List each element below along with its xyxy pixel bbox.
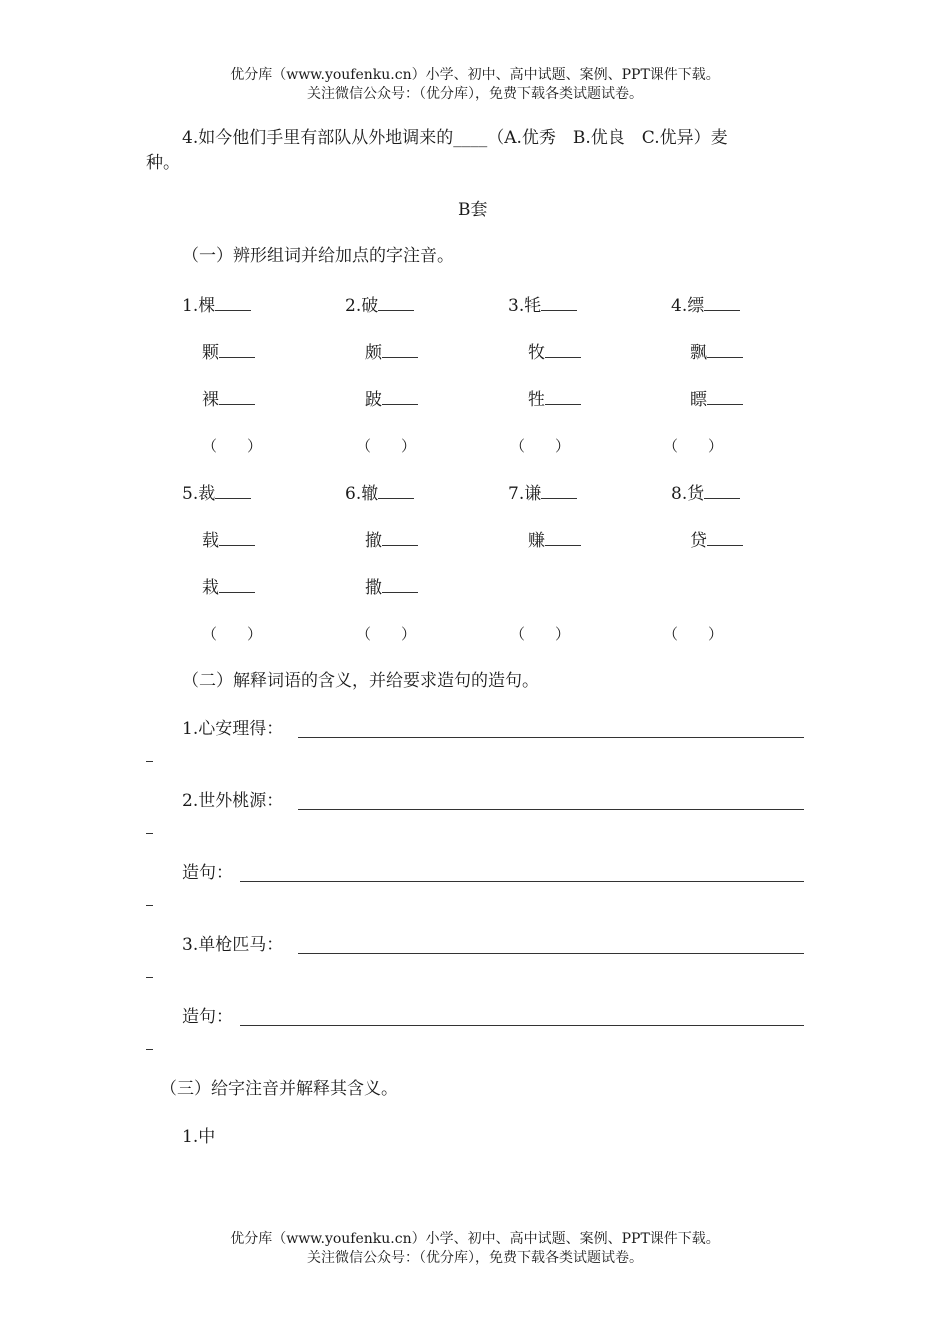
line-continuation-dash — [146, 905, 153, 906]
answer-blank[interactable] — [382, 576, 418, 593]
group-char: 裁 — [198, 484, 216, 504]
answer-blank[interactable] — [382, 529, 418, 546]
group-char: 牦 — [524, 296, 542, 316]
answer-blank[interactable] — [219, 529, 255, 546]
answer-blank[interactable] — [219, 388, 255, 405]
group-char: 颗 — [202, 343, 219, 363]
group-char: 辙 — [361, 484, 379, 504]
group-char: 载 — [202, 531, 219, 551]
answer-line[interactable] — [298, 809, 804, 810]
pinyin-parentheses[interactable]: （ ） — [663, 625, 724, 643]
group-char: 谦 — [524, 484, 542, 504]
section-2-title: （二）解释词语的含义，并给要求造句的造句。 — [182, 671, 539, 691]
group-char: 货 — [687, 484, 705, 504]
group-char: 飘 — [690, 343, 707, 363]
sentence-label: 造句： — [182, 1007, 233, 1027]
pinyin-parentheses[interactable]: （ ） — [356, 437, 417, 455]
pinyin-parentheses[interactable]: （ ） — [510, 625, 571, 643]
line-continuation-dash — [146, 1049, 153, 1050]
answer-blank[interactable] — [707, 529, 743, 546]
question-4-line-2: 种。 — [146, 153, 180, 173]
answer-blank[interactable] — [704, 294, 740, 311]
group-char: 跛 — [365, 390, 382, 410]
answer-blank[interactable] — [378, 482, 414, 499]
group-char: 栽 — [202, 578, 219, 598]
pinyin-parentheses[interactable]: （ ） — [356, 625, 417, 643]
definition-label: 2.世外桃源： — [182, 791, 284, 811]
answer-blank[interactable] — [541, 482, 577, 499]
group-char: 撤 — [365, 531, 382, 551]
pinyin-parentheses[interactable]: （ ） — [663, 437, 724, 455]
group-char: 裸 — [202, 390, 219, 410]
group-number: 8. — [671, 484, 688, 504]
answer-line[interactable] — [298, 953, 804, 954]
footer-line-2: 关注微信公众号：（优分库），免费下载各类试题试卷。 — [307, 1250, 643, 1266]
definition-label: 1.心安理得： — [182, 719, 284, 739]
answer-blank[interactable] — [219, 341, 255, 358]
group-char: 赚 — [528, 531, 545, 551]
section-3-title: （三）给字注音并解释其含义。 — [160, 1079, 398, 1099]
answer-blank[interactable] — [545, 341, 581, 358]
question-4-line-1: 4.如今他们手里有部队从外地调来的____（A.优秀 B.优良 C.优异）麦 — [182, 128, 728, 148]
group-char: 牲 — [528, 390, 545, 410]
answer-blank[interactable] — [215, 294, 251, 311]
group-number: 2. — [345, 296, 362, 316]
sentence-label: 造句： — [182, 863, 233, 883]
answer-blank[interactable] — [707, 341, 743, 358]
line-continuation-dash — [146, 761, 153, 762]
answer-blank[interactable] — [382, 341, 418, 358]
group-number: 1. — [182, 296, 199, 316]
group-char: 撒 — [365, 578, 382, 598]
group-char: 破 — [361, 296, 379, 316]
group-char: 瞟 — [690, 390, 707, 410]
group-char: 贷 — [690, 531, 707, 551]
group-number: 4. — [671, 296, 688, 316]
answer-blank[interactable] — [707, 388, 743, 405]
answer-blank[interactable] — [215, 482, 251, 499]
answer-blank[interactable] — [378, 294, 414, 311]
answer-line[interactable] — [240, 881, 804, 882]
answer-blank[interactable] — [545, 388, 581, 405]
answer-blank[interactable] — [382, 388, 418, 405]
definition-label: 3.单枪匹马： — [182, 935, 284, 955]
answer-blank[interactable] — [704, 482, 740, 499]
pinyin-parentheses[interactable]: （ ） — [510, 437, 571, 455]
group-number: 3. — [508, 296, 525, 316]
pinyin-parentheses[interactable]: （ ） — [202, 437, 263, 455]
answer-blank[interactable] — [541, 294, 577, 311]
section-3-item-1: 1.中 — [182, 1127, 216, 1147]
pinyin-parentheses[interactable]: （ ） — [202, 625, 263, 643]
answer-blank[interactable] — [545, 529, 581, 546]
answer-line[interactable] — [240, 1025, 804, 1026]
group-char: 缥 — [687, 296, 705, 316]
group-char: 牧 — [528, 343, 545, 363]
line-continuation-dash — [146, 833, 153, 834]
header-line-1: 优分库（www.youfenku.cn）小学、初中、高中试题、案例、PPT课件下载。 — [230, 67, 720, 83]
group-number: 6. — [345, 484, 362, 504]
answer-blank[interactable] — [219, 576, 255, 593]
line-continuation-dash — [146, 977, 153, 978]
section-1-title: （一）辨形组词并给加点的字注音。 — [182, 246, 454, 266]
header-line-2: 关注微信公众号：（优分库），免费下载各类试题试卷。 — [307, 86, 643, 102]
group-number: 5. — [182, 484, 199, 504]
footer-line-1: 优分库（www.youfenku.cn）小学、初中、高中试题、案例、PPT课件下载。 — [230, 1231, 720, 1247]
group-number: 7. — [508, 484, 525, 504]
group-char: 棵 — [198, 296, 216, 316]
answer-line[interactable] — [298, 737, 804, 738]
set-title: B套 — [458, 200, 488, 220]
group-char: 颇 — [365, 343, 382, 363]
